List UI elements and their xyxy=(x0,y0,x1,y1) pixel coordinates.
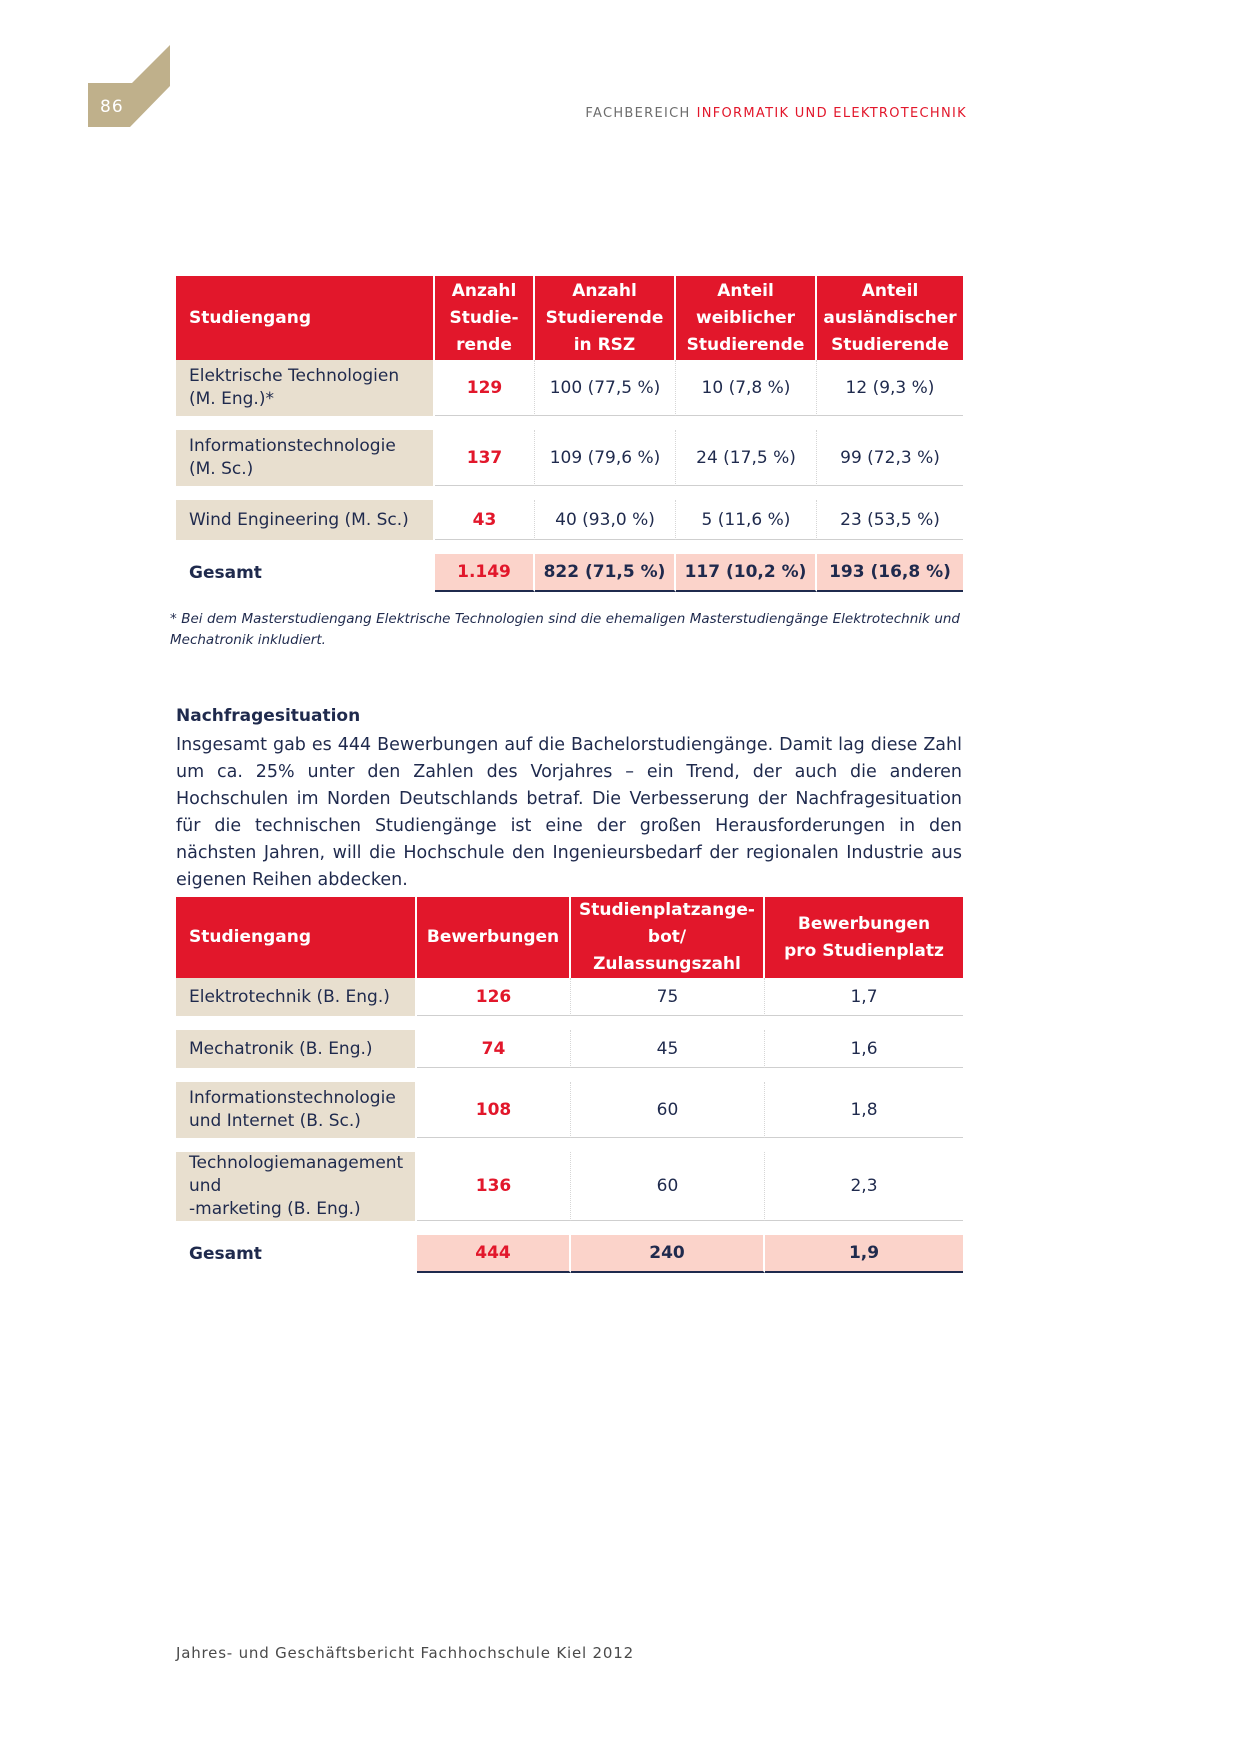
applications-table-header xyxy=(176,897,963,978)
cell-places: 45 xyxy=(571,1030,765,1068)
row-label: Mechatronik (B. Eng.) xyxy=(176,1030,417,1068)
cell-places: 60 xyxy=(571,1082,765,1138)
cell-rsz: 40 (93,0 %) xyxy=(535,500,676,540)
cell-count: 129 xyxy=(435,360,535,416)
header-studiengang: Studiengang xyxy=(176,276,435,360)
students-table xyxy=(176,276,963,592)
cell-rsz: 100 (77,5 %) xyxy=(535,360,676,416)
total-label: Gesamt xyxy=(176,1235,417,1273)
table-footnote: * Bei dem Masterstudiengang Elektrische Technologien sind die ehemaligen Masterstudiengänge Elektrotechnik und Mechatronik inkludiert. xyxy=(170,611,960,648)
cell-rsz: 109 (79,6 %) xyxy=(535,430,676,486)
total-label: Gesamt xyxy=(176,554,435,592)
cell-applications: 136 xyxy=(417,1152,571,1221)
cell-ratio: 2,3 xyxy=(765,1152,963,1221)
cell-foreign: 99 (72,3 %) xyxy=(817,430,963,486)
cell-places: 75 xyxy=(571,978,765,1016)
row-label: Informationstechnologie (M. Sc.) xyxy=(176,430,435,486)
running-header xyxy=(585,106,967,121)
cell-count: 43 xyxy=(435,500,535,540)
row-label: Informationstechnologie und Internet (B. Sc.) xyxy=(176,1082,417,1138)
header-section-name: INFORMATIK UND ELEKTROTECHNIK xyxy=(696,106,967,121)
row-label: Wind Engineering (M. Sc.) xyxy=(176,500,435,540)
table-row xyxy=(176,1082,963,1138)
header-anzahl-rsz: Anzahl Studierende in RSZ xyxy=(535,276,676,360)
applications-table xyxy=(176,897,963,1273)
row-label: Elektrische Technologien (M. Eng.)* xyxy=(176,360,435,416)
page-footer: Jahres- und Geschäftsbericht Fachhochschule Kiel 2012 xyxy=(176,1644,634,1662)
row-label: Elektrotechnik (B. Eng.) xyxy=(176,978,417,1016)
table-row xyxy=(176,360,963,416)
cell-ratio: 1,6 xyxy=(765,1030,963,1068)
header-section-prefix: FACHBEREICH xyxy=(585,106,691,121)
total-ratio: 1,9 xyxy=(765,1235,963,1273)
header-anteil-weiblich: Anteil weiblicher Studierende xyxy=(676,276,817,360)
row-label: Technologiemanagement und -marketing (B. Eng.) xyxy=(176,1152,417,1221)
cell-count: 137 xyxy=(435,430,535,486)
header-bewerbungen: Bewerbungen xyxy=(417,897,571,978)
cell-applications: 108 xyxy=(417,1082,571,1138)
total-foreign: 193 (16,8 %) xyxy=(817,554,963,592)
total-count: 1.149 xyxy=(435,554,535,592)
page-number: 86 xyxy=(100,97,124,117)
header-bewerbungen-pro-platz: Bewerbungen pro Studienplatz xyxy=(765,897,963,978)
page-corner-tab xyxy=(88,45,173,129)
table-row xyxy=(176,1152,963,1221)
total-rsz: 822 (71,5 %) xyxy=(535,554,676,592)
students-table-header xyxy=(176,276,963,360)
total-places: 240 xyxy=(571,1235,765,1273)
section-body-text: Insgesamt gab es 444 Bewerbungen auf die Bachelorstudiengänge. Damit lag diese Zahl um ca. 25% unter den Zahlen des Vorjahres – ein Trend, der auch die anderen Hochschulen im Norden Deutschlands betraf. Die Verbesserung der Nachfragesituation für die technischen Studiengänge ist eine der großen Herausforderungen in den nächsten Jahren, will die Hochschule den Ingenieursbedarf der regionalen Industrie aus eigenen Reihen abdecken. xyxy=(176,735,962,890)
header-studiengang: Studiengang xyxy=(176,897,417,978)
cell-female: 10 (7,8 %) xyxy=(676,360,817,416)
cell-applications: 126 xyxy=(417,978,571,1016)
cell-places: 60 xyxy=(571,1152,765,1221)
table-row xyxy=(176,1030,963,1068)
table-row xyxy=(176,978,963,1016)
cell-female: 24 (17,5 %) xyxy=(676,430,817,486)
total-row xyxy=(176,554,963,592)
cell-applications: 74 xyxy=(417,1030,571,1068)
header-studienplatzangebot: Studienplatzange- bot/ Zulassungszahl xyxy=(571,897,765,978)
section-title: Nachfragesituation xyxy=(176,706,361,726)
header-anzahl-studierende: Anzahl Studie- rende xyxy=(435,276,535,360)
total-row xyxy=(176,1235,963,1273)
header-anteil-auslaendisch: Anteil ausländischer Studierende xyxy=(817,276,963,360)
table-row xyxy=(176,500,963,540)
total-female: 117 (10,2 %) xyxy=(676,554,817,592)
cell-ratio: 1,7 xyxy=(765,978,963,1016)
cell-female: 5 (11,6 %) xyxy=(676,500,817,540)
cell-ratio: 1,8 xyxy=(765,1082,963,1138)
cell-foreign: 23 (53,5 %) xyxy=(817,500,963,540)
total-applications: 444 xyxy=(417,1235,571,1273)
cell-foreign: 12 (9,3 %) xyxy=(817,360,963,416)
table-row xyxy=(176,430,963,486)
